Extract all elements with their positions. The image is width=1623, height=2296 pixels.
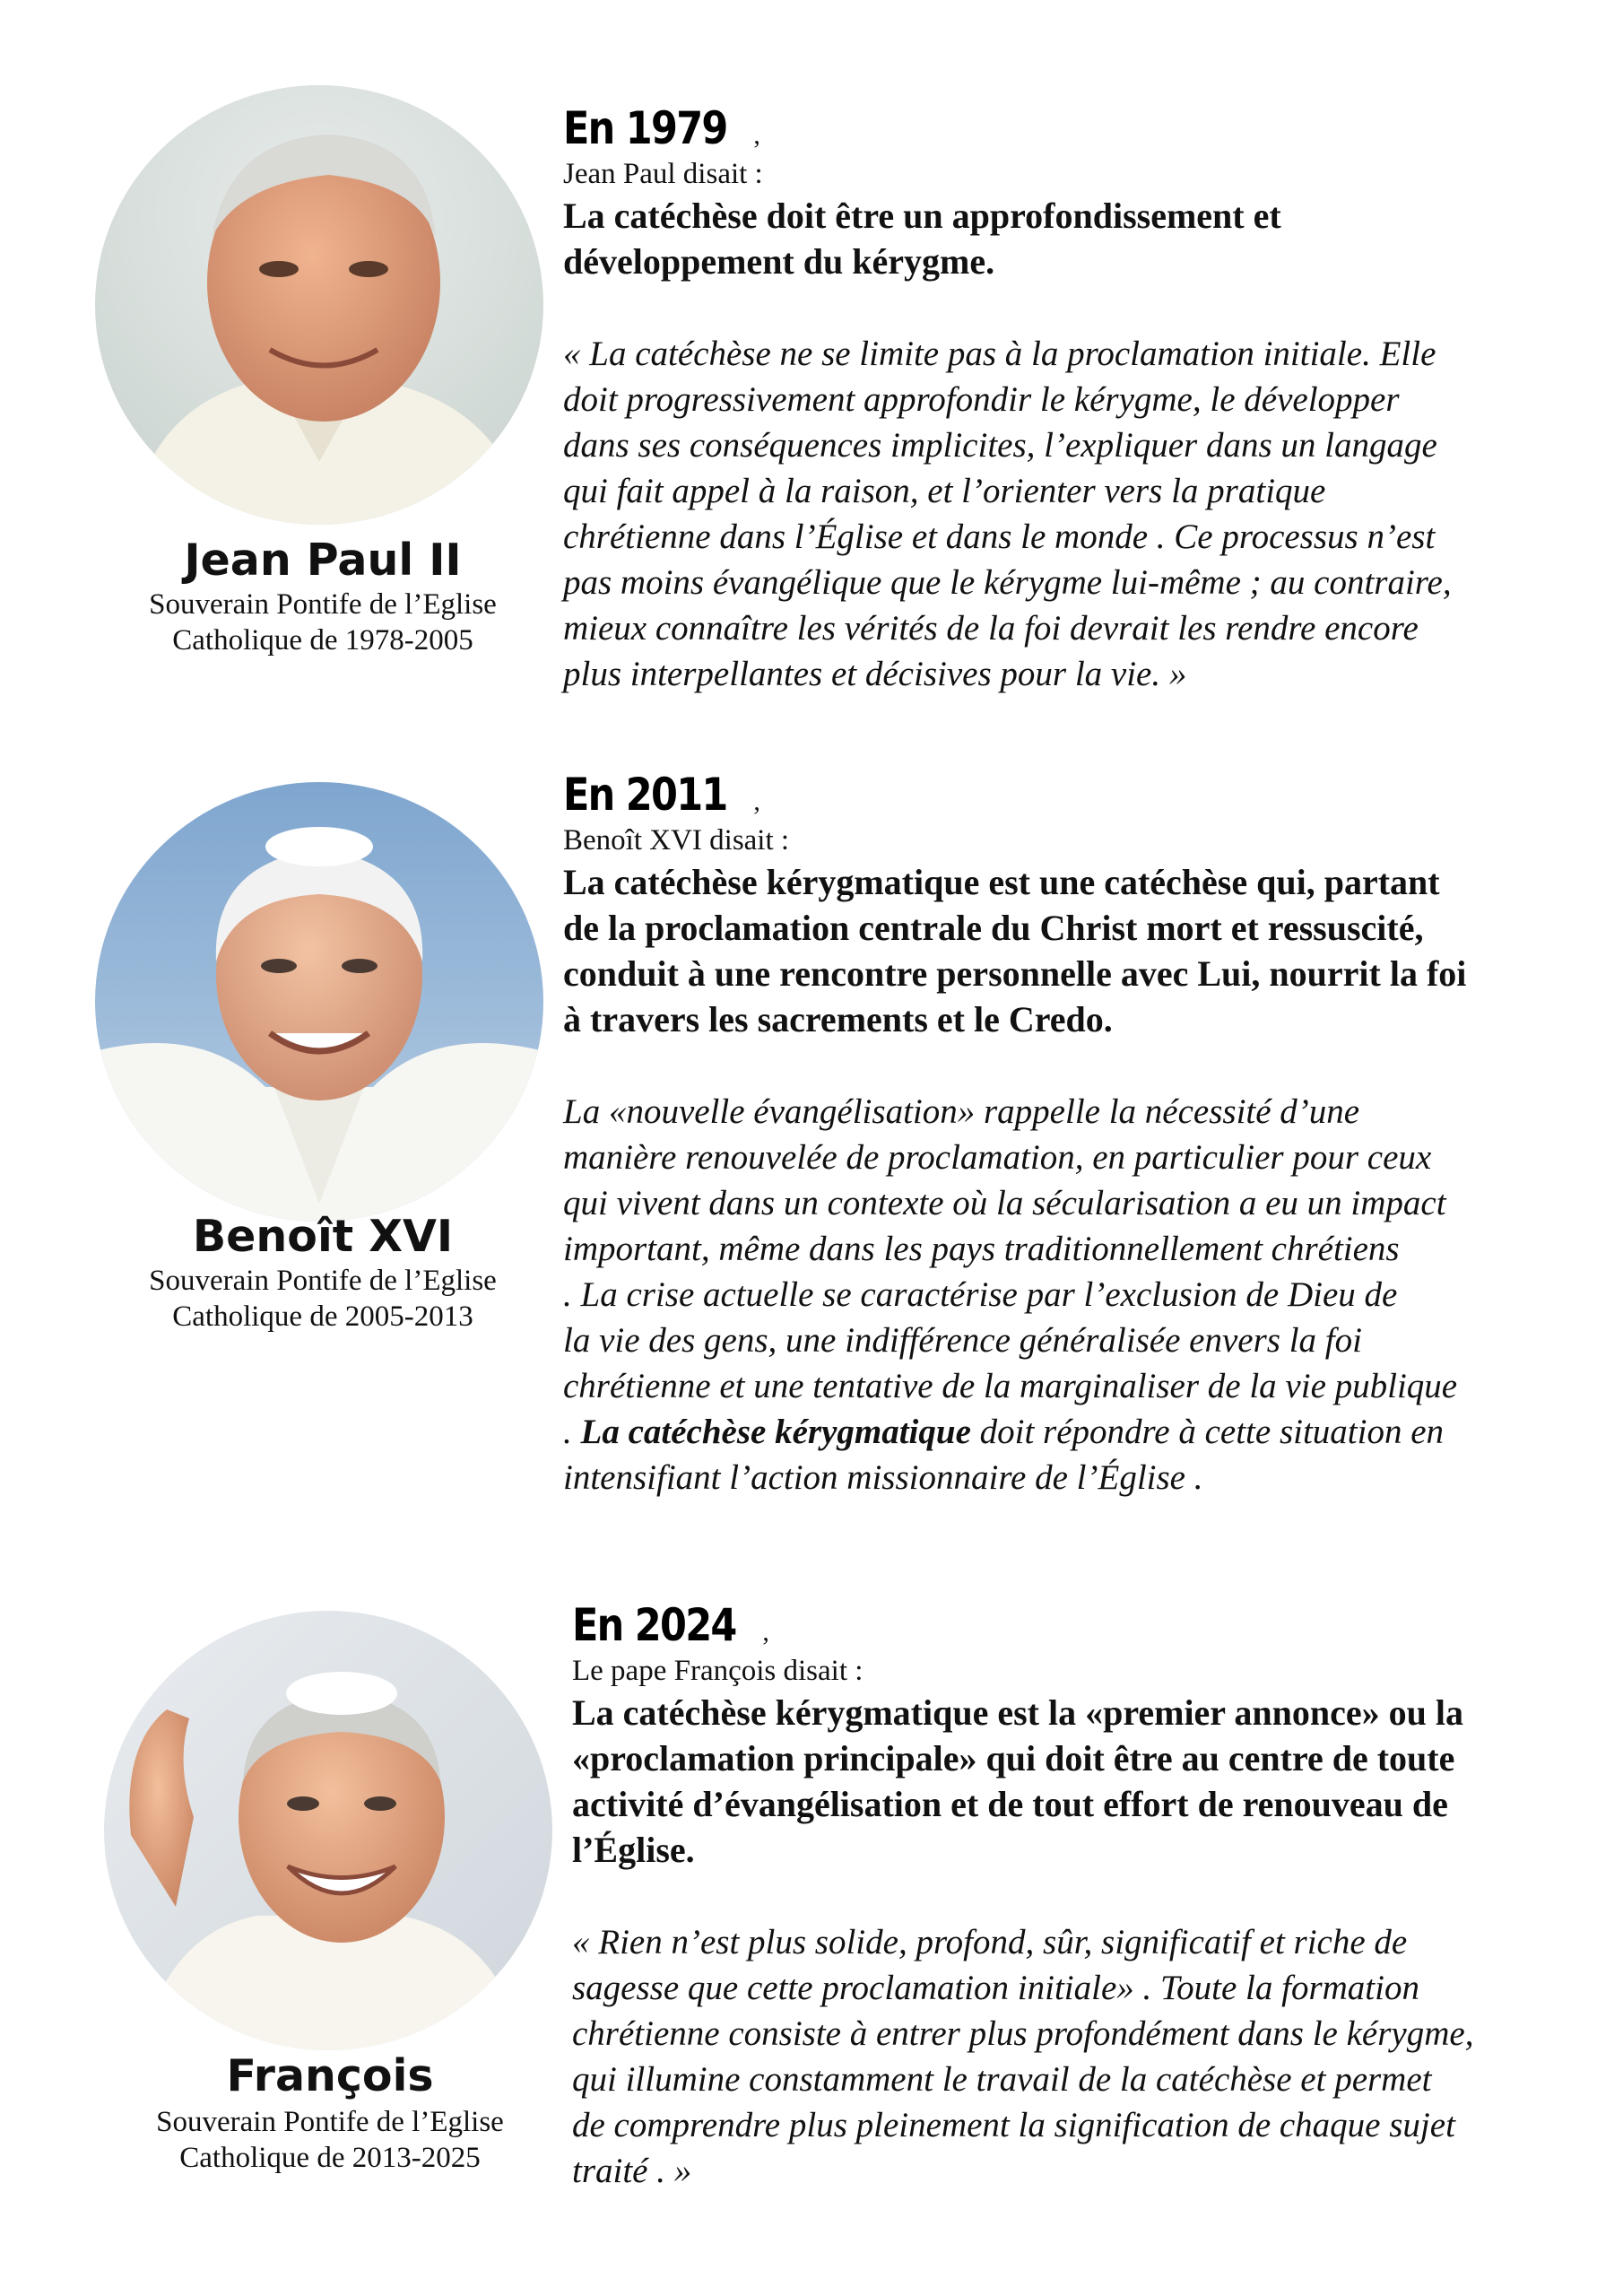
- year: En 1979: [563, 102, 727, 154]
- italic-rest: doit répondre à cette situation en: [970, 1413, 1445, 1451]
- italic-prefix: .: [563, 1413, 581, 1451]
- year-heading: [572, 1600, 1603, 1650]
- portrait-benoit-xvi: [95, 782, 543, 1222]
- italic-line: La «nouvelle évangélisation» rappelle la nécessité d’une: [563, 1092, 1360, 1131]
- italic-quote: [563, 331, 1594, 697]
- pope-title-line2: Catholique de 2005-2013: [172, 1300, 473, 1333]
- year: En 2024: [572, 1599, 736, 1651]
- main-quote-line: conduit à une rencontre personnelle avec Lui, nourrit la foi: [563, 953, 1467, 994]
- main-quote-line: de la proclamation centrale du Christ mort et ressuscité,: [563, 908, 1424, 948]
- italic-line: chrétienne dans l’Église et dans le monde . Ce processus n’est: [563, 517, 1436, 556]
- italic-line-mixed: [563, 1409, 1594, 1455]
- section-benoit-xvi: [0, 735, 1623, 1543]
- italic-quote: [572, 1919, 1603, 2194]
- italic-line: traité . »: [572, 2152, 692, 2190]
- pope-name: François: [226, 2050, 434, 2101]
- main-quote-line: activité d’évangélisation et de tout effort de renouveau de: [572, 1784, 1448, 1824]
- italic-bold-phrase: La catéchèse kérygmatique: [580, 1413, 971, 1451]
- italic-line: pas moins évangélique que le kérygme lui-même ; au contraire,: [563, 563, 1452, 602]
- year: En 2011: [563, 769, 727, 821]
- pope-title-line1: Souverain Pontife de l’Eglise: [149, 588, 497, 621]
- main-quote-line: La catéchèse kérygmatique est une catéchèse qui, partant: [563, 862, 1440, 902]
- italic-line: . La crise actuelle se caractérise par l’exclusion de Dieu de: [563, 1275, 1398, 1314]
- speaker-line: Jean Paul disait :: [563, 158, 763, 190]
- main-quote: [563, 859, 1594, 1042]
- main-quote-line: développement du kérygme.: [563, 241, 995, 282]
- main-quote-line: La catéchèse doit être un approfondissement et: [563, 196, 1281, 236]
- main-quote-line: «proclamation principale» qui doit être au centre de toute: [572, 1738, 1455, 1779]
- main-quote: [563, 193, 1594, 284]
- portrait-jean-paul-ii: [95, 85, 543, 525]
- speaker-line: Le pape François disait :: [572, 1655, 864, 1687]
- year-heading: [563, 770, 1594, 820]
- italic-line: dans ses conséquences implicites, l’expliquer dans un langage: [563, 426, 1437, 465]
- italic-line: « La catéchèse ne se limite pas à la proclamation initiale. Elle: [563, 335, 1436, 373]
- italic-line: qui illumine constamment le travail de la catéchèse et permet: [572, 2060, 1432, 2099]
- speaker-line: Benoît XVI disait :: [563, 824, 790, 857]
- italic-line: doit progressivement approfondir le kérygme, le développer: [563, 380, 1400, 419]
- main-quote-line: l’Église.: [572, 1830, 695, 1870]
- quote-column: [563, 770, 1594, 1500]
- italic-quote: [563, 1089, 1594, 1500]
- main-quote: [572, 1690, 1603, 1873]
- italic-line: plus interpellantes et décisives pour la vie. »: [563, 655, 1187, 693]
- portrait-francois: [104, 1611, 552, 2050]
- pope-name: Jean Paul II: [184, 535, 462, 586]
- italic-line: intensifiant l’action missionnaire de l’Église .: [563, 1458, 1203, 1497]
- italic-line: la vie des gens, une indifférence généralisée envers la foi: [563, 1321, 1362, 1360]
- italic-line: de comprendre plus pleinement la signification de chaque sujet: [572, 2106, 1455, 2144]
- italic-line: « Rien n’est plus solide, profond, sûr, significatif et riche de: [572, 1923, 1408, 1961]
- year-comma: ,: [753, 787, 760, 816]
- italic-line: sagesse que cette proclamation initiale» . Toute la formation: [572, 1969, 1419, 2007]
- italic-line: qui fait appel à la raison, et l’orienter vers la pratique: [563, 472, 1326, 510]
- pope-name: Benoît XVI: [192, 1211, 454, 1262]
- italic-line: chrétienne consiste à entrer plus profondément dans le kérygme,: [572, 2014, 1474, 2053]
- year-comma: ,: [753, 120, 760, 150]
- quote-column: [563, 103, 1594, 697]
- pope-title-line1: Souverain Pontife de l’Eglise: [156, 2106, 504, 2138]
- italic-line: qui vivent dans un contexte où la sécularisation a eu un impact: [563, 1184, 1446, 1222]
- pope-title-line2: Catholique de 1978-2005: [172, 624, 473, 657]
- section-jean-paul-ii: [0, 0, 1623, 735]
- pope-title-line2: Catholique de 2013-2025: [179, 2142, 481, 2174]
- italic-line: mieux connaître les vérités de la foi devrait les rendre encore: [563, 609, 1419, 648]
- main-quote-line: La catéchèse kérygmatique est la «premier annonce» ou la: [572, 1692, 1463, 1733]
- italic-line: chrétienne et une tentative de la marginaliser de la vie publique: [563, 1367, 1458, 1405]
- year-heading: [563, 103, 1594, 153]
- main-quote-line: à travers les sacrements et le Credo.: [563, 999, 1113, 1039]
- quote-column: [572, 1600, 1603, 2194]
- year-comma: ,: [762, 1617, 769, 1647]
- pope-title-line1: Souverain Pontife de l’Eglise: [149, 1265, 497, 1297]
- section-francois: [0, 1543, 1623, 2296]
- italic-line: important, même dans les pays traditionnellement chrétiens: [563, 1230, 1400, 1268]
- italic-line: manière renouvelée de proclamation, en particulier pour ceux: [563, 1138, 1432, 1177]
